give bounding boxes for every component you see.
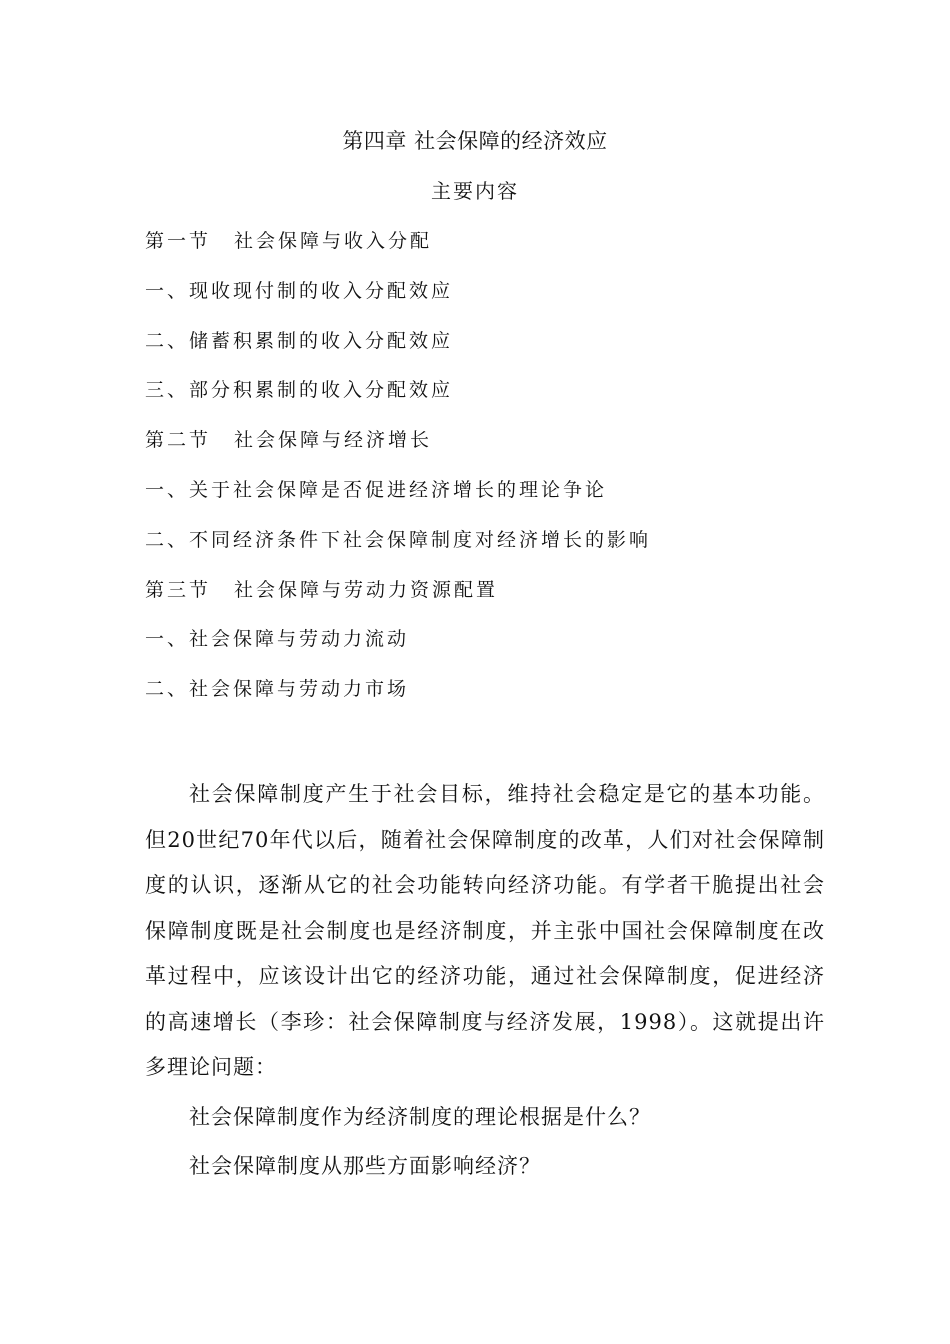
question-line: 社会保障制度作为经济制度的理论根据是什么？: [189, 1104, 651, 1129]
section-title: 社会保障与收入分配: [234, 230, 433, 252]
outline-item: 二、社会保障与劳动力市场: [145, 678, 410, 701]
outline-item: 一、现收现付制的收入分配效应: [145, 279, 454, 302]
section-number: 第三节: [145, 578, 212, 601]
section-number: 第二节: [145, 429, 212, 452]
section-title: 社会保障与经济增长: [234, 429, 433, 452]
outline-section: [145, 425, 651, 475]
section-number: 第一节: [145, 230, 212, 252]
section-title: 社会保障与劳动力资源配置: [234, 578, 499, 601]
outline-item: 二、储蓄积累制的收入分配效应: [145, 329, 454, 352]
contents-heading: 主要内容: [431, 179, 519, 203]
body-text: [145, 772, 825, 1190]
outline-item: 一、关于社会保障是否促进经济增长的理论争论: [145, 478, 608, 501]
outline-item: 一、社会保障与劳动力流动: [145, 628, 410, 651]
outline-item: 二、不同经济条件下社会保障制度对经济增长的影响: [145, 528, 652, 551]
outline-item: 三、部分积累制的收入分配效应: [145, 379, 454, 402]
outline-section: [145, 575, 651, 625]
outline-section: [145, 226, 651, 276]
body-paragraph: 社会保障制度产生于社会目标，维持社会稳定是它的基本功能。但20世纪70年代以后，随着社会保障制度的改革，人们对社会保障制度的认识，逐渐从它的社会功能转向经济功能。有学者干脆提出社会保障制度既是社会制度也是经济制度，并主张中国社会保障制度在改革过程中，应该设计出它的经济功能，通过社会保障制度，促进经济的高速增长（李珍：社会保障制度与经济发展，1998）。这就提出许多理论问题：: [145, 782, 825, 1079]
outline-list: [145, 226, 651, 724]
question-line: 社会保障制度从那些方面影响经济？: [189, 1154, 541, 1178]
chapter-title: 第四章 社会保障的经济效应: [342, 129, 608, 153]
